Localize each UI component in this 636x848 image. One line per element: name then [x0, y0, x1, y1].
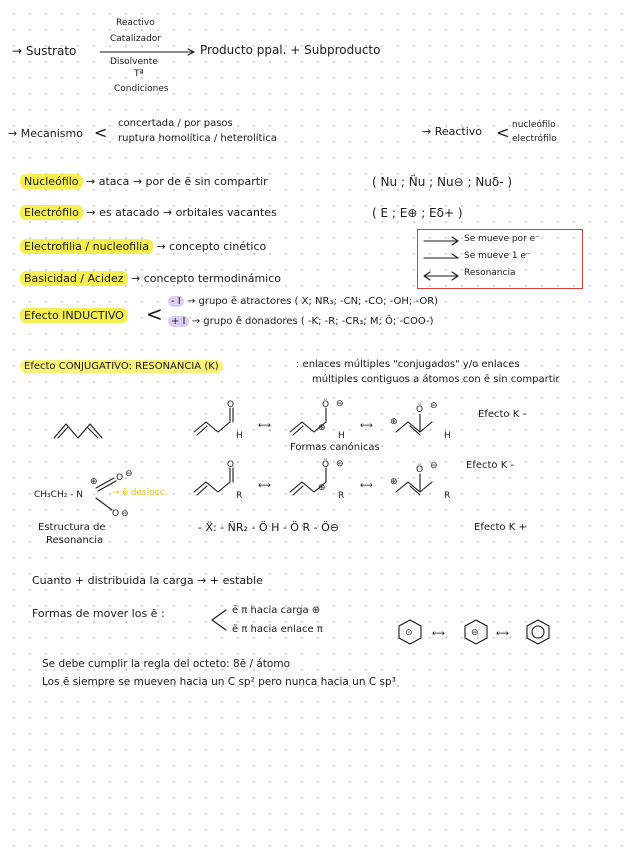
cyclic-resonance-structures: [396, 617, 556, 647]
formas-brace: [208, 606, 228, 632]
reactivo-opt1: nucleófilo: [512, 120, 556, 130]
brace-open: <: [94, 123, 108, 142]
sustrato-label: → Sustrato: [12, 44, 77, 58]
inductivo-term-wrap: [20, 310, 128, 323]
nucleofilo-row: [20, 176, 268, 189]
svg-text:⊖: ⊖: [430, 461, 438, 471]
svg-text:R: R: [338, 491, 345, 501]
basicidad-term: Basicidad / Acidez: [20, 271, 128, 286]
inductivo-term: Efecto INDUCTIVO: [20, 308, 128, 323]
basicidad-row: [20, 273, 281, 286]
butadiene-structure: [52, 418, 112, 444]
nucleofilo-examples: ( Nu ; N̈u ; Nu⊖ ; Nuδ- ): [372, 175, 513, 189]
octeto-note: Se debe cumplir la regla del octeto: 8ē / átomo: [42, 658, 291, 670]
arrow-legend-box: [417, 229, 583, 289]
electrofilo-row: [20, 207, 277, 220]
electrofilia-text: → concepto cinético: [156, 240, 267, 253]
formas-mover-label: Formas de mover los ē :: [32, 607, 165, 620]
electrofilo-examples: ( E ; E⊕ ; Eδ+ ): [372, 206, 463, 220]
legend-line2: Se mueve 1 e⁻: [464, 251, 531, 261]
reactivo-opt2: electrófilo: [512, 134, 557, 144]
basicidad-text: → concepto termodinámico: [131, 272, 282, 285]
brace-reactivo: <: [496, 123, 510, 142]
estructura-label-1: Estructura de: [38, 522, 106, 533]
svg-text:⊕: ⊕: [90, 477, 98, 487]
catalizador-label: Catalizador: [110, 34, 162, 44]
svg-text:O: O: [227, 460, 235, 470]
svg-text:⊕: ⊕: [390, 477, 398, 487]
svg-text:⊕: ⊕: [318, 423, 326, 433]
svg-text:⟷: ⟷: [258, 421, 271, 431]
reactivo-label: Reactivo: [116, 18, 155, 28]
svg-text:H: H: [444, 431, 451, 441]
nucleofilo-text: → ataca → por de ē sin compartir: [86, 175, 268, 188]
resonancia-term-wrap: [20, 361, 223, 373]
temperatura-label: Tª: [134, 69, 144, 79]
k-plus-groups: - Ẍ: - N̈R₂ - Ö H - Ö R - Ö⊖: [198, 521, 339, 534]
nucleofilo-term: Nucleófilo: [20, 174, 83, 189]
svg-text:Ö: Ö: [322, 400, 330, 410]
minus-i-row: [168, 296, 438, 308]
mecanismo-line1: concertada / por pasos: [118, 118, 233, 129]
svg-text:Ö: Ö: [322, 460, 330, 470]
svg-text:⟷: ⟷: [496, 629, 509, 639]
svg-text:Ö: Ö: [416, 465, 424, 475]
svg-text:⟷: ⟷: [432, 629, 445, 639]
condiciones-label: Condiciones: [114, 84, 169, 94]
nitro-note: → ē deslocc.: [112, 488, 168, 498]
electrofilo-term: Electrófilo: [20, 205, 83, 220]
svg-text:⊖: ⊖: [121, 509, 129, 519]
resonancia-term: Efecto CONJUGATIVO: RESONANCIA (K): [20, 360, 223, 373]
svg-text:⊖: ⊖: [430, 401, 438, 411]
ketone-resonance-row: [190, 460, 470, 502]
svg-text:R: R: [444, 491, 451, 501]
reactivo-type-label: → Reactivo: [422, 125, 483, 138]
svg-text:O: O: [227, 400, 235, 410]
reaction-arrow: [100, 48, 200, 56]
svg-text:H: H: [236, 431, 243, 441]
producto-label: Producto ppal. + Subproducto: [200, 43, 381, 57]
svg-text:O: O: [116, 473, 124, 483]
efecto-k-minus-1: Efecto K -: [478, 409, 527, 420]
plus-i-text: → grupo ē donadores ( -K; -R; -CR₃; M; Ō; -COO-): [191, 316, 434, 327]
minus-i-badge: - I: [168, 296, 184, 307]
svg-text:Ö: Ö: [416, 405, 424, 415]
svg-text:H: H: [338, 431, 345, 441]
svg-text:⟷: ⟷: [360, 481, 373, 491]
electrofilia-row: [20, 241, 266, 254]
svg-text:R: R: [236, 491, 243, 501]
svg-text:⊖: ⊖: [336, 459, 344, 469]
electrofilia-term: Electrofilia / nucleofilia: [20, 239, 153, 254]
formas-opt2: ē π hacia enlace π: [232, 624, 323, 635]
brace-inductivo: <: [146, 302, 163, 326]
formas-canonicas-label: Formas canónicas: [290, 442, 380, 453]
resonancia-text2: múltiples contiguos a átomos con ē sin compartir: [312, 374, 560, 385]
electrofilo-text: → es atacado → orbitales vacantes: [86, 206, 277, 219]
legend-line1: Se mueve por e⁻: [464, 234, 540, 244]
legend-line3: Resonancia: [464, 268, 516, 278]
disolvente-label: Disolvente: [110, 57, 158, 67]
estructura-label-2: Resonancia: [46, 535, 104, 546]
sp-hybrid-note: Los ē siempre se mueven hacia un C sp² pero nunca hacia un C sp³: [42, 676, 396, 688]
arrow-legend-icons: [424, 236, 462, 284]
svg-text:⊖: ⊖: [471, 628, 479, 638]
svg-text:⊖: ⊖: [336, 399, 344, 409]
svg-text:O: O: [112, 509, 120, 519]
nitro-formula: CH₃CH₂ - N: [34, 490, 84, 500]
svg-text:⊕: ⊕: [390, 417, 398, 427]
efecto-k-plus: Efecto K +: [474, 522, 527, 533]
resonancia-text1: : enlaces múltiples "conjugados" y/o enlaces: [296, 359, 520, 370]
svg-text:⟷: ⟷: [258, 481, 271, 491]
efecto-k-minus-2: Efecto K -: [466, 460, 515, 471]
svg-text:⊕: ⊕: [318, 483, 326, 493]
aldehyde-resonance-row: [190, 400, 470, 442]
svg-text:⟷: ⟷: [360, 421, 373, 431]
minus-i-text: → grupo ē atractores ( X; NR₃; -CN; -CO; -OH; -OR): [186, 296, 439, 307]
mecanismo-label: → Mecanismo: [8, 127, 83, 140]
carga-distribuida-note: Cuanto + distribuida la carga → + estable: [32, 574, 263, 587]
svg-text:⊙: ⊙: [405, 628, 413, 638]
plus-i-badge: + I: [168, 316, 189, 327]
svg-text:⊖: ⊖: [125, 469, 133, 479]
formas-opt1: ē π hacia carga ⊕: [232, 605, 321, 616]
plus-i-row: [168, 316, 434, 328]
mecanismo-line2: ruptura homolítica / heterolítica: [118, 133, 277, 144]
